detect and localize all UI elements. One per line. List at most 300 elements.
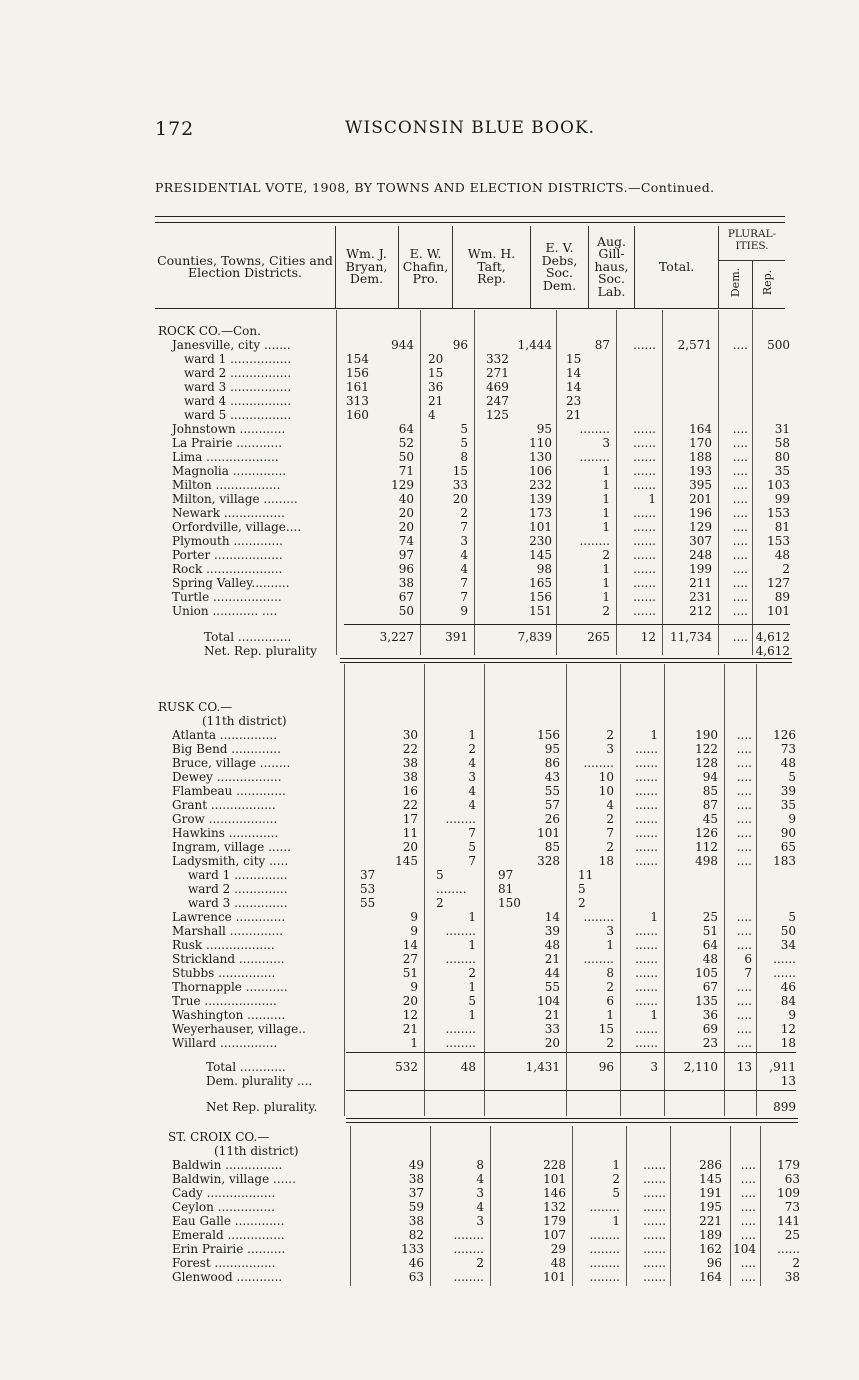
cell-total: 105	[695, 966, 718, 980]
cell-bryan: 9	[410, 924, 418, 938]
cell-debs: 10	[598, 770, 614, 784]
table-row	[0, 1256, 859, 1270]
cell-rep: 34	[780, 938, 796, 952]
cell-rep: 2	[792, 1256, 800, 1270]
cell-rep: ......	[773, 952, 796, 966]
cell-chafin: 8	[476, 1158, 484, 1172]
row-label: Turtle ..................	[172, 590, 282, 604]
cell-taft: 57	[544, 798, 560, 812]
row-label: (11th district)	[202, 714, 287, 728]
cell-debs: ........	[583, 952, 614, 966]
cell-debs: 2	[606, 980, 614, 994]
row-label: Atlanta ...............	[172, 728, 278, 742]
cell-chafin: 1	[468, 910, 476, 924]
cell-gill: ......	[633, 506, 656, 520]
cell-bryan: 21	[402, 1022, 418, 1036]
cell-chafin: 33	[452, 478, 468, 492]
cell-dem: ....	[732, 562, 748, 576]
cell-rep: 48	[774, 548, 790, 562]
row-label: Rusk ..................	[172, 938, 275, 952]
cell-chafin: 391	[445, 630, 468, 644]
cell-gill: ......	[633, 562, 656, 576]
table-row	[0, 408, 859, 422]
cell-bryan: 97	[398, 548, 414, 562]
table-row	[0, 924, 859, 938]
cell-rep: 39	[780, 784, 796, 798]
cell-bryan: 50	[398, 604, 414, 618]
cell-bryan: 1	[410, 1036, 418, 1050]
cell-dem: ....	[736, 826, 752, 840]
row-label: Glenwood ............	[172, 1270, 283, 1284]
cell-taft: 165	[529, 576, 552, 590]
header-taft: Wm. H. Taft, Rep.	[453, 226, 531, 308]
cell-total: 201	[689, 492, 712, 506]
row-label: ward 3 ..............	[188, 896, 288, 910]
cell-bryan: 37	[408, 1186, 424, 1200]
cell-gill: ......	[643, 1158, 666, 1172]
cell-debs: 1	[602, 590, 610, 604]
cell-dem: ....	[736, 924, 752, 938]
cell-debs: ........	[589, 1242, 620, 1256]
cell-gill: 3	[650, 1060, 658, 1074]
cell-ward-wt: 271	[486, 366, 509, 380]
row-label: Janesville, city .......	[172, 338, 291, 352]
cell-total: 45	[702, 812, 718, 826]
cell-gill: ......	[635, 938, 658, 952]
cell-total: 307	[689, 534, 712, 548]
row-label: Milton, village .........	[172, 492, 298, 506]
cell-chafin: 96	[452, 338, 468, 352]
cell-rep: 35	[780, 798, 796, 812]
row-label: (11th district)	[214, 1144, 299, 1158]
cell-debs: 87	[594, 338, 610, 352]
header-bryan: Wm. J. Bryan, Dem.	[335, 226, 399, 308]
table-row	[0, 1022, 859, 1036]
cell-total: 145	[699, 1172, 722, 1186]
cell-gill: ......	[635, 840, 658, 854]
cell-chafin: 4	[468, 784, 476, 798]
row-label: Dem. plurality ....	[206, 1074, 313, 1088]
cell-debs: 3	[602, 436, 610, 450]
row-label: RUSK CO.—	[158, 700, 233, 714]
cell-chafin: 15	[452, 464, 468, 478]
cell-gill: ......	[633, 338, 656, 352]
running-title: WISCONSIN BLUE BOOK.	[345, 118, 596, 138]
row-label: Lawrence .............	[172, 910, 286, 924]
table-row	[0, 742, 859, 756]
cell-debs: ........	[579, 534, 610, 548]
cell-debs: 2	[606, 812, 614, 826]
cell-gill: 1	[650, 1008, 658, 1022]
cell-chafin: ........	[453, 1242, 484, 1256]
row-label: ward 2 ................	[184, 366, 292, 380]
cell-total: 248	[689, 548, 712, 562]
cell-gill: ......	[633, 534, 656, 548]
cell-bryan: 22	[402, 742, 418, 756]
header-total: Total.	[635, 226, 719, 308]
cell-rep: 35	[774, 464, 790, 478]
table-row	[0, 422, 859, 436]
row-label: Dewey .................	[172, 770, 282, 784]
cell-debs: 10	[598, 784, 614, 798]
cell-bryan: 20	[398, 506, 414, 520]
cell-gill: 12	[640, 630, 656, 644]
cell-rep: 63	[784, 1172, 800, 1186]
cell-gill: ......	[643, 1200, 666, 1214]
cell-chafin: 20	[452, 492, 468, 506]
table-row	[0, 1186, 859, 1200]
cell-total: 96	[706, 1256, 722, 1270]
cell-dem: ....	[732, 464, 748, 478]
cell-chafin: 5	[460, 436, 468, 450]
cell-bryan: 74	[398, 534, 414, 548]
cell-chafin: 7	[460, 590, 468, 604]
cell-debs: 5	[612, 1186, 620, 1200]
cell-dem: ....	[740, 1186, 756, 1200]
header-dem: Dem.	[729, 267, 743, 298]
cell-gill: ......	[635, 756, 658, 770]
cell-dem: ....	[732, 422, 748, 436]
cell-taft: 156	[537, 728, 560, 742]
cell-total: 395	[689, 478, 712, 492]
row-label: Stubbs ...............	[172, 966, 276, 980]
cell-total: 51	[702, 924, 718, 938]
cell-dem: ....	[736, 728, 752, 742]
table-row	[0, 478, 859, 492]
cell-dem: ....	[736, 1008, 752, 1022]
cell-ward-wb: 53	[360, 882, 376, 896]
cell-gill: ......	[633, 576, 656, 590]
cell-rep: 13	[780, 1074, 796, 1088]
row-label: ward 1 ..............	[188, 868, 288, 882]
cell-ward-wb: 154	[346, 352, 369, 366]
cell-gill: ......	[643, 1214, 666, 1228]
cell-gill: ......	[633, 548, 656, 562]
cell-bryan: 9	[410, 910, 418, 924]
cell-gill: ......	[633, 478, 656, 492]
cell-debs: 1	[602, 562, 610, 576]
cell-chafin: 48	[460, 1060, 476, 1074]
cell-gill: ......	[635, 994, 658, 1008]
cell-debs: 1	[602, 478, 610, 492]
row-label: True ...................	[172, 994, 277, 1008]
cell-debs: 2	[606, 840, 614, 854]
cell-ward-wc: 20	[428, 352, 444, 366]
cell-chafin: 3	[476, 1186, 484, 1200]
cell-dem: ....	[732, 478, 748, 492]
cell-ward-wt: 97	[498, 868, 514, 882]
cell-total: 129	[689, 520, 712, 534]
cell-taft: 1,431	[525, 1060, 560, 1074]
cell-gill: ......	[633, 464, 656, 478]
cell-taft: 107	[543, 1228, 566, 1242]
row-label: Baldwin ...............	[172, 1158, 283, 1172]
cell-dem: ....	[736, 1036, 752, 1050]
cell-chafin: 5	[460, 422, 468, 436]
cell-rep: 179	[777, 1158, 800, 1172]
cell-debs: 1	[612, 1158, 620, 1172]
cell-gill: ......	[635, 826, 658, 840]
cell-rep: 141	[777, 1214, 800, 1228]
row-label: Washington ..........	[172, 1008, 286, 1022]
table-row	[0, 464, 859, 478]
row-label: La Prairie ............	[172, 436, 283, 450]
table-row	[0, 1158, 859, 1172]
cell-taft: 230	[529, 534, 552, 548]
cell-rep: 81	[774, 520, 790, 534]
header-pluralities-label: PLURAL- ITIES.	[727, 228, 777, 252]
cell-taft: 95	[536, 422, 552, 436]
cell-taft: 328	[537, 854, 560, 868]
cell-ward-wd: 5	[578, 882, 586, 896]
cell-dem: ....	[732, 534, 748, 548]
cell-taft: 101	[543, 1172, 566, 1186]
cell-debs: 265	[587, 630, 610, 644]
table-row	[0, 826, 859, 840]
cell-rep: 31	[774, 422, 790, 436]
cell-dem: ....	[736, 770, 752, 784]
cell-gill: ......	[633, 436, 656, 450]
cell-rep: 2	[782, 562, 790, 576]
cell-gill: 1	[648, 492, 656, 506]
cell-ward-wt: 332	[486, 352, 509, 366]
cell-dem: ....	[736, 840, 752, 854]
cell-rep: 101	[767, 604, 790, 618]
cell-chafin: 7	[468, 854, 476, 868]
row-label: ward 3 ................	[184, 380, 292, 394]
header-debs: E. V. Debs, Soc. Dem.	[531, 226, 589, 308]
cell-rep: 80	[774, 450, 790, 464]
table-row	[0, 492, 859, 506]
table-row	[0, 966, 859, 980]
cell-bryan: 12	[402, 1008, 418, 1022]
cell-dem: ....	[740, 1158, 756, 1172]
row-label: Hawkins .............	[172, 826, 279, 840]
cell-chafin: 2	[468, 742, 476, 756]
cell-bryan: 20	[402, 840, 418, 854]
cell-debs: 2	[602, 604, 610, 618]
cell-debs: 1	[602, 506, 610, 520]
cell-taft: 21	[544, 1008, 560, 1022]
cell-rep: ,911	[769, 1060, 796, 1074]
cell-taft: 132	[543, 1200, 566, 1214]
table-row	[0, 450, 859, 464]
table-row	[0, 644, 859, 658]
cell-gill: ......	[635, 742, 658, 756]
table-row	[0, 338, 859, 352]
table-row	[0, 1060, 859, 1074]
row-label: Grant .................	[172, 798, 276, 812]
table-row	[0, 1200, 859, 1214]
row-label: Newark ................	[172, 506, 285, 520]
cell-gill: ......	[633, 520, 656, 534]
cell-chafin: 4	[468, 756, 476, 770]
cell-debs: ........	[579, 422, 610, 436]
table-row	[0, 1074, 859, 1088]
table-row	[0, 1270, 859, 1284]
cell-rep: 48	[780, 756, 796, 770]
cell-chafin: 4	[460, 562, 468, 576]
cell-taft: 21	[544, 952, 560, 966]
cell-chafin: 9	[460, 604, 468, 618]
cell-chafin: 8	[460, 450, 468, 464]
cell-gill: ......	[635, 770, 658, 784]
cell-dem: 7	[744, 966, 752, 980]
row-label: Rock ....................	[172, 562, 283, 576]
table-row	[0, 728, 859, 742]
cell-ward-wc: 4	[428, 408, 436, 422]
cell-total: 164	[699, 1270, 722, 1284]
cell-rep: 65	[780, 840, 796, 854]
cell-rep: 5	[788, 770, 796, 784]
cell-gill: ......	[633, 422, 656, 436]
cell-gill: ......	[643, 1228, 666, 1242]
row-label: Willard ...............	[172, 1036, 278, 1050]
cell-dem: ....	[736, 756, 752, 770]
cell-total: 162	[699, 1242, 722, 1256]
row-label: Union ............ ....	[172, 604, 278, 618]
cell-taft: 156	[529, 590, 552, 604]
cell-taft: 55	[544, 784, 560, 798]
table-row	[0, 868, 859, 882]
cell-debs: 6	[606, 994, 614, 1008]
cell-total: 164	[689, 422, 712, 436]
cell-rep: 99	[774, 492, 790, 506]
cell-total: 11,734	[670, 630, 712, 644]
cell-chafin: 1	[468, 728, 476, 742]
cell-bryan: 71	[398, 464, 414, 478]
cell-taft: 14	[544, 910, 560, 924]
cell-debs: 3	[606, 742, 614, 756]
cell-total: 199	[689, 562, 712, 576]
cell-rep: ......	[773, 966, 796, 980]
cell-gill: ......	[635, 966, 658, 980]
cell-dem: ....	[736, 938, 752, 952]
row-label: ward 5 ................	[184, 408, 292, 422]
cell-total: 48	[702, 952, 718, 966]
cell-ward-wd: 14	[566, 380, 582, 394]
cell-bryan: 38	[408, 1214, 424, 1228]
cell-bryan: 14	[402, 938, 418, 952]
cell-total: 211	[689, 576, 712, 590]
cell-ward-wd: 21	[566, 408, 582, 422]
cell-debs: 4	[606, 798, 614, 812]
cell-chafin: 3	[460, 534, 468, 548]
cell-bryan: 38	[402, 770, 418, 784]
cell-debs: ........	[583, 756, 614, 770]
table-row	[0, 394, 859, 408]
cell-taft: 101	[543, 1270, 566, 1284]
table-row	[0, 854, 859, 868]
row-label: Eau Galle .............	[172, 1214, 285, 1228]
cell-taft: 146	[543, 1186, 566, 1200]
cell-debs: 2	[606, 1036, 614, 1050]
cell-total: 189	[699, 1228, 722, 1242]
table-row	[0, 1008, 859, 1022]
row-label: Orfordville, village....	[172, 520, 302, 534]
cell-gill: ......	[635, 798, 658, 812]
cell-debs: 1	[602, 520, 610, 534]
table-row	[0, 938, 859, 952]
row-label: Johnstown ............	[172, 422, 286, 436]
row-label: Lima ...................	[172, 450, 279, 464]
cell-rep: 25	[784, 1228, 800, 1242]
cell-gill: ......	[635, 1036, 658, 1050]
cell-taft: 44	[544, 966, 560, 980]
cell-dem: ....	[736, 910, 752, 924]
table-row	[0, 756, 859, 770]
row-label: Plymouth .............	[172, 534, 283, 548]
cell-ward-wt: 247	[486, 394, 509, 408]
cell-dem: ....	[740, 1214, 756, 1228]
header-rep: Rep.	[761, 269, 775, 296]
cell-dem: ....	[732, 520, 748, 534]
cell-total: 69	[702, 1022, 718, 1036]
row-label: Forest ................	[172, 1256, 276, 1270]
cell-bryan: 20	[398, 520, 414, 534]
cell-total: 67	[702, 980, 718, 994]
row-label: Net. Rep. plurality	[204, 644, 317, 658]
cell-total: 191	[699, 1186, 722, 1200]
cell-taft: 55	[544, 980, 560, 994]
table-row	[0, 784, 859, 798]
cell-rep: 38	[784, 1270, 800, 1284]
cell-chafin: ........	[445, 1022, 476, 1036]
cell-ward-wb: 313	[346, 394, 369, 408]
row-label: Thornapple ...........	[172, 980, 288, 994]
cell-bryan: 51	[402, 966, 418, 980]
cell-rep: 73	[780, 742, 796, 756]
row-label: Baldwin, village ......	[172, 1172, 296, 1186]
table-row	[0, 714, 859, 728]
cell-gill: ......	[633, 590, 656, 604]
cell-total: 286	[699, 1158, 722, 1172]
cell-total: 122	[695, 742, 718, 756]
cell-ward-wc: 5	[436, 868, 444, 882]
cell-chafin: 7	[460, 520, 468, 534]
cell-total: 128	[695, 756, 718, 770]
row-label: Cady ..................	[172, 1186, 276, 1200]
cell-total: 2,571	[677, 338, 712, 352]
cell-bryan: 133	[401, 1242, 424, 1256]
row-label: Bruce, village ........	[172, 756, 291, 770]
table-row	[0, 700, 859, 714]
table-row	[0, 1144, 859, 1158]
cell-ward-wc: 2	[436, 896, 444, 910]
cell-gill: ......	[635, 812, 658, 826]
cell-gill: ......	[635, 784, 658, 798]
cell-rep: 73	[784, 1200, 800, 1214]
row-label: Marshall ..............	[172, 924, 284, 938]
table-row	[0, 1172, 859, 1186]
table-row	[0, 840, 859, 854]
cell-debs: 1	[602, 576, 610, 590]
cell-ward-wd: 23	[566, 394, 582, 408]
cell-taft: 104	[537, 994, 560, 1008]
cell-dem: 6	[744, 952, 752, 966]
cell-debs: ........	[589, 1228, 620, 1242]
cell-ward-wd: 11	[578, 868, 594, 882]
cell-debs: 2	[606, 728, 614, 742]
row-label: Weyerhauser, village..	[172, 1022, 306, 1036]
cell-taft: 29	[550, 1242, 566, 1256]
cell-taft: 39	[544, 924, 560, 938]
cell-taft: 20	[544, 1036, 560, 1050]
cell-taft: 85	[544, 840, 560, 854]
cell-bryan: 40	[398, 492, 414, 506]
cell-bryan: 9	[410, 980, 418, 994]
cell-debs: ........	[583, 910, 614, 924]
